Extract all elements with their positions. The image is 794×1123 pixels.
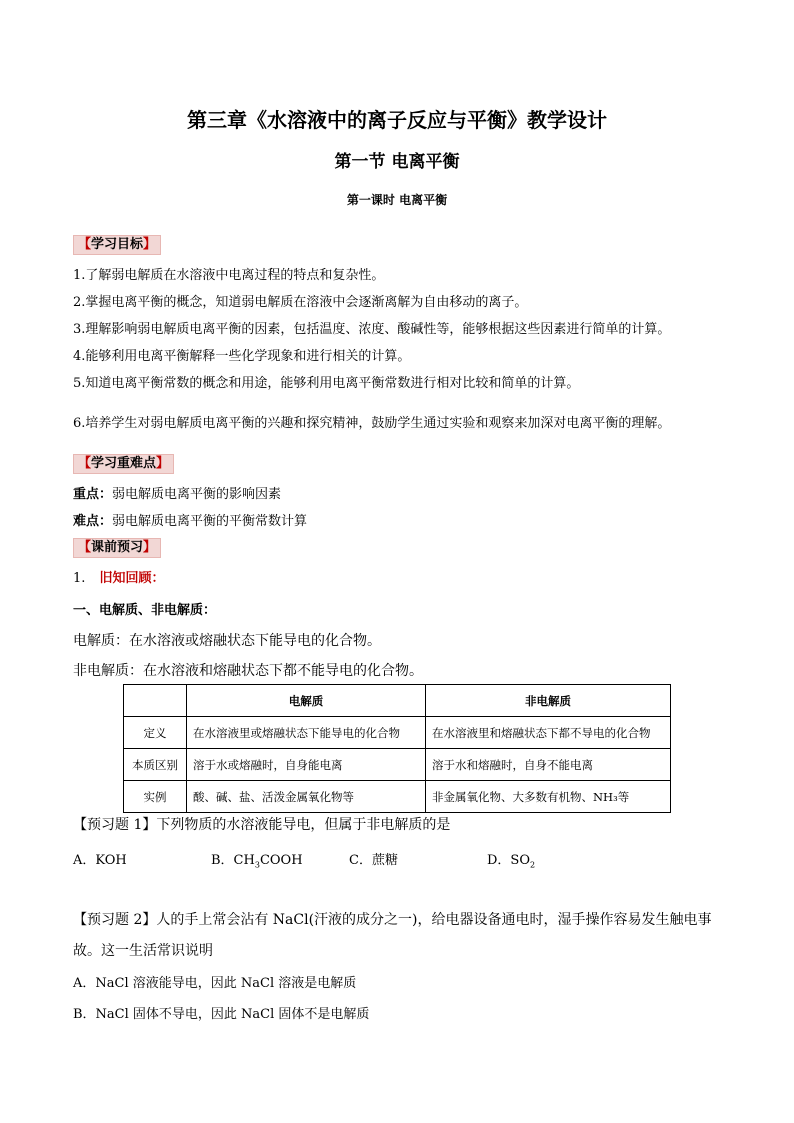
table-cell: 本质区别	[124, 749, 187, 781]
question-1-label: 【预习题 1】	[73, 817, 157, 833]
option-b: B．$CH_3COOH$	[211, 853, 303, 870]
difficulty-label: 难点：	[73, 514, 113, 529]
table-cell: 在水溶液里和熔融状态下都不导电的化合物	[426, 717, 671, 749]
review-heading	[73, 567, 165, 586]
option-c: C．蔗糖	[349, 853, 398, 868]
objective-item: 4.能够利用电离平衡解释一些化学现象和进行相关的计算。	[73, 349, 411, 364]
table-cell: 酸、碱、盐、活泼金属氧化物等	[187, 781, 426, 813]
table-cell: 非金属氧化物、大多数有机物、NH₃等	[426, 781, 671, 813]
focus-label: 重点：	[73, 487, 113, 502]
definition-electrolyte: 电解质：在水溶液或熔融状态下能导电的化合物。	[73, 633, 381, 649]
question-2-stem: 人的手上常会沾有 NaCl(汗液的成分之一)，给电器设备通电时，湿手操作容易发生触电事	[156, 912, 712, 928]
objectives-tag: 【学习目标】	[73, 233, 161, 252]
preview-tag: 【课前预习】	[73, 536, 161, 555]
lesson-title: 第一课时 电离平衡	[346, 193, 448, 207]
option-d: D．$SO_2$	[487, 853, 536, 870]
table-cell: 在水溶液里或熔融状态下能导电的化合物	[187, 717, 426, 749]
objective-item: 5.知道电离平衡常数的概念和用途，能够利用电离平衡常数进行相对比较和简单的计算。	[73, 376, 580, 391]
table-header-cell	[124, 685, 187, 717]
focus-text: 弱电解质电离平衡的影响因素	[112, 487, 282, 502]
definition-nonelectrolyte: 非电解质：在水溶液和熔融状态下都不能导电的化合物。	[73, 663, 423, 679]
option-a: A．KOH	[73, 853, 127, 868]
question-2-stem-cont: 故。这一生活常识说明	[73, 943, 213, 959]
question-1-stem: 下列物质的水溶液能导电，但属于非电解质的是	[156, 817, 451, 833]
table-cell: 定义	[124, 717, 187, 749]
key-points-tag: 【学习重难点】	[73, 452, 174, 471]
comparison-table	[123, 684, 671, 813]
table-cell: 溶于水或熔融时，自身能电离	[187, 749, 426, 781]
question-1	[73, 814, 450, 834]
difficulty-line	[73, 510, 307, 529]
table-header-row	[124, 685, 671, 717]
focus-line	[73, 483, 281, 502]
table-row	[124, 717, 671, 749]
table-header-cell: 非电解质	[426, 685, 671, 717]
section-heading: 一、电解质、非电解质：	[73, 603, 217, 618]
objective-item: 1.了解弱电解质在水溶液中电离过程的特点和复杂性。	[73, 268, 385, 283]
question-2-option-a: A．NaCl 溶液能导电，因此 NaCl 溶液是电解质	[73, 976, 357, 991]
review-number: 1.	[73, 571, 86, 586]
table-cell: 溶于水和熔融时，自身不能电离	[426, 749, 671, 781]
question-2-label: 【预习题 2】	[73, 912, 157, 928]
table-header-cell: 电解质	[187, 685, 426, 717]
table-cell: 实例	[124, 781, 187, 813]
section-title: 第一节 电离平衡	[334, 152, 460, 172]
document-title: 第三章《水溶液中的离子反应与平衡》教学设计	[187, 108, 607, 132]
table-row	[124, 749, 671, 781]
objective-item: 2.掌握电离平衡的概念，知道弱电解质在溶液中会逐渐离解为自由移动的离子。	[73, 295, 528, 310]
objective-item: 3.理解影响弱电解质电离平衡的因素，包括温度、浓度、酸碱性等，能够根据这些因素进行简单的计算。	[73, 322, 671, 337]
question-2	[73, 909, 712, 929]
objective-item: 6.培养学生对弱电解质电离平衡的兴趣和探究精神，鼓励学生通过实验和观察来加深对电离平衡的理解。	[73, 416, 671, 431]
question-2-option-b: B．NaCl 固体不导电，因此 NaCl 固体不是电解质	[73, 1007, 370, 1022]
review-title: 旧知回顾：	[99, 571, 165, 586]
table-row	[124, 781, 671, 813]
difficulty-text: 弱电解质电离平衡的平衡常数计算	[112, 514, 308, 529]
